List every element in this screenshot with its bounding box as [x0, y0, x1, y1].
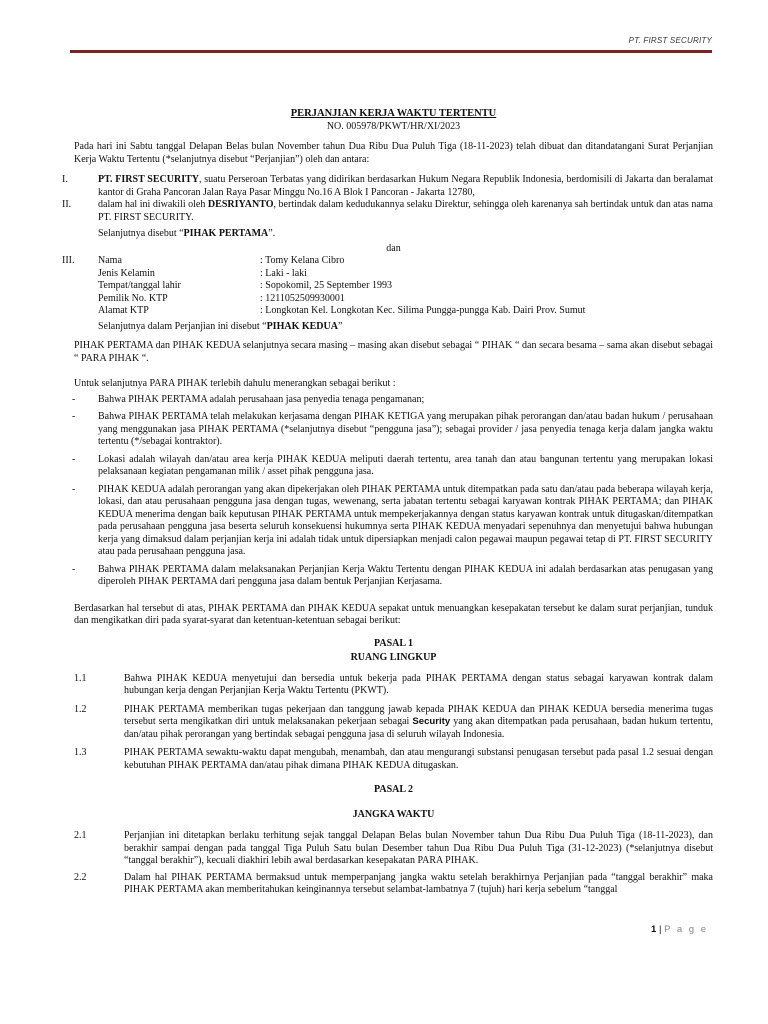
recital-text: Lokasi adalah wilayah dan/atau area kerja PIHAK KEDUA meliputi daerah tertentu, area tanah dan atau bangunan tertentu yang merupakan lokasi pelaksanaan kegiatan pengamanan milik / asset pihak pengguna jasa.	[98, 453, 713, 477]
dan-connector: dan	[386, 242, 401, 254]
identity-row	[98, 268, 713, 281]
designation-pre: Selanjutnya dalam Perjanjian ini disebut “	[98, 320, 267, 332]
recital-item	[74, 564, 713, 589]
party-two-name: DESRIYANTO	[207, 199, 274, 210]
pasal-1-subtitle: RUANG LINGKUP	[350, 652, 437, 663]
lead-paragraph: Untuk selanjutnya PARA PIHAK terlebih dahulu menerangkan sebagai berikut :	[74, 378, 396, 389]
clause-text: Dalam hal PIHAK PERTAMA bermaksud untuk memperpanjang jangka waktu setelah berakhirnya Perjanjian pada “tanggal berakhir” maka PIHAK PERTAMA akan memberitahukan keinginannya tersebut selambat-lambatnya 7 (tujuh) hari kerja sebelum “tanggal	[124, 871, 713, 895]
pasal-2-subtitle: JANGKA WAKTU	[352, 808, 435, 820]
designation-post: ”.	[268, 228, 276, 239]
footer-separator: |	[658, 924, 662, 935]
recital-text: Bahwa PIHAK PERTAMA dalam melaksanakan Perjanjian Kerja Waktu Tertentu dengan PIHAK KEDUA ini adalah berdasarkan atas penugasan yang diperoleh PIHAK PERTAMA dari pengguna jasa dalam bentuk Perjanjian Kerjasama.	[98, 563, 713, 587]
designation-pihak-pertama: PIHAK PERTAMA	[183, 228, 269, 239]
party-two-designation	[74, 228, 713, 241]
document-body	[62, 108, 713, 897]
doc-title: PERJANJIAN KERJA WAKTU TERTENTU	[290, 108, 497, 119]
page-number: 1	[651, 924, 657, 935]
doc-number: NO. 005978/PKWT/HR/XI/2023	[326, 120, 461, 132]
clause-number: 1.1	[74, 672, 87, 684]
identity-value: : Longkotan Kel. Longkotan Kec. Silima Pungga-pungga Kab. Dairi Prov. Sumut	[260, 305, 586, 316]
party-two-number: II.	[62, 199, 72, 210]
clause-number: 2.1	[74, 830, 87, 841]
recital-text: Bahwa PIHAK PERTAMA adalah perusahaan jasa penyedia tenaga pengamanan;	[98, 393, 425, 405]
dash-bullet-icon: -	[72, 393, 76, 405]
clause-item	[74, 673, 713, 698]
recital-item	[74, 484, 713, 559]
identity-value: : Sopokomil, 25 September 1993	[260, 280, 392, 291]
designation-pihak-kedua: PIHAK KEDUA	[266, 320, 338, 332]
dash-bullet-icon: -	[72, 563, 76, 575]
clause-text: PIHAK PERTAMA memberikan tugas pekerjaan dan tanggung jawab kepada PIHAK KEDUA dan PIHAK KEDUA bersedia menerima tugas tersebut serta mengikatkan diri untuk melaksanakan pekerjaan sebagai	[124, 703, 713, 727]
clause-item	[74, 830, 713, 868]
clause-text: Bahwa PIHAK KEDUA menyetujui dan bersedia untuk bekerja pada PIHAK PERTAMA dengan status sebagai karyawan kontrak dalam hubungan kerja dengan Perjanjian Kerja Waktu Tertentu (PKWT).	[124, 672, 713, 696]
intro-paragraph: Pada hari ini Sabtu tanggal Delapan Belas bulan November tahun Dua Ribu Dua Puluh Tiga (18-11-2023) telah dibuat dan ditandatangani Surat Perjanjian Kerja Waktu Tertentu (*selanjutnya disebut “Perjanjian”) oleh dan antara:	[74, 141, 713, 165]
party-two	[62, 199, 713, 224]
header-company: PT. FIRST SECURITY	[628, 36, 712, 45]
identity-label: Tempat/tanggal lahir	[98, 280, 181, 291]
party-two-text: , bertindak dalam kedudukannya selaku Direktur, sehingga oleh karenanya sah bertindak untuk dan atas nama PT. FIRST SECURITY.	[98, 199, 713, 223]
designation-pre: Selanjutnya disebut “	[98, 228, 184, 239]
page-footer	[651, 924, 708, 935]
recital-text: Bahwa PIHAK PERTAMA telah melakukan kerjasama dengan PIHAK KETIGA yang merupakan pihak perorangan dan/atau badan hukum / perusahaan yang menggunakan jasa PIHAK PERTAMA (*selanjutnya disebut “pengguna jasa”); sebagai provider / jasa penyedia tenaga kerja dalam jangka waktu tertentu (*/sebagai kontraktor).	[98, 411, 713, 447]
identity-label: Nama	[98, 255, 122, 266]
clause-item	[74, 747, 713, 772]
identity-row	[98, 293, 713, 306]
identity-row	[98, 280, 713, 293]
identity-label: Alamat KTP	[98, 305, 149, 316]
recital-item	[74, 394, 713, 407]
identity-label: Pemilik No. KTP	[98, 292, 168, 304]
clause-role-security: Security	[412, 716, 451, 727]
party-two-pre: dalam hal ini diwakili oleh	[98, 199, 208, 210]
para-pihak-paragraph: PIHAK PERTAMA dan PIHAK KEDUA selanjutnya secara masing – masing akan disebut sebagai “ PIHAK “ dan secara besama – sama akan disebut sebagai “ PARA PIHAK “.	[74, 340, 713, 364]
identity-value: : Tomy Kelana Cibro	[260, 255, 345, 266]
recital-item	[74, 411, 713, 449]
dash-bullet-icon: -	[72, 453, 76, 465]
party-one-text: , suatu Perseroan Terbatas yang didirikan berdasarkan Hukum Negara Republik Indonesia, berdomisili di Jakarta dan beralamat kantor di Graha Pancoran Jalan Raya Pasar Minggu No.16 A Blok I Pancoran - Jakarta 12780,	[98, 174, 713, 198]
party-three-number: III.	[62, 255, 75, 266]
clause-number: 2.2	[74, 871, 87, 883]
identity-value: : 1211052509930001	[260, 292, 345, 304]
party-one-name: PT. FIRST SECURITY	[98, 174, 199, 185]
pasal-1-title: PASAL 1	[374, 637, 413, 649]
pasal-2-title: PASAL 2	[374, 784, 413, 795]
identity-label: Jenis Kelamin	[98, 267, 155, 279]
party-three	[62, 255, 713, 318]
clause-item	[74, 872, 713, 897]
clause-text: PIHAK PERTAMA sewaktu-waktu dapat mengubah, menambah, dan atau mengurangi substansi penugasan tersebut pada pasal 1.2 sesuai dengan kebutuhan PIHAK PERTAMA dan/atau pihak dimana PIHAK KEDUA ditugaskan.	[124, 747, 713, 771]
identity-row	[98, 255, 713, 268]
clause-item	[74, 704, 713, 742]
party-one	[62, 174, 713, 199]
identity-value: : Laki - laki	[260, 267, 307, 279]
recital-item	[74, 454, 713, 479]
berdasarkan-paragraph: Berdasarkan hal tersebut di atas, PIHAK PERTAMA dan PIHAK KEDUA sepakat untuk menuangkan kesepakatan tersebut ke dalam surat perjanjian, tunduk dan mengikatkan diri pada syarat-syarat dan ketentuan-ketentuan sebagai berikut:	[74, 602, 713, 626]
clause-text: yang akan ditempatkan pada perusahaan, badan hukum tertentu, dan/atau pihak perorangan yang bertindak sebagai pengguna jasa di seluruh wilayah Indonesia.	[124, 716, 713, 740]
designation-post: ”	[337, 320, 343, 332]
dash-bullet-icon: -	[72, 411, 76, 422]
party-one-number: I.	[62, 174, 68, 185]
dash-bullet-icon: -	[72, 483, 76, 495]
party-three-designation	[74, 321, 713, 334]
identity-row	[98, 305, 713, 318]
clause-number: 1.2	[74, 703, 87, 715]
header-rule	[70, 50, 712, 53]
page-label: P a g e	[664, 924, 708, 935]
recital-text: PIHAK KEDUA adalah perorangan yang akan dipekerjakan oleh PIHAK PERTAMA untuk ditempatkan pada satu dan/atau pada beberapa wilayah kerja, lokasi, dan atau perusahaan pengguna jasa dengan tugas, wewenang, serta jabatan tertentu sebagai karyawan kontrak PIHAK PERTAMA; dan PIHAK KEDUA menerima dengan baik keputusan PIHAK PERTAMA untuk mempekerjakannya dengan status karyawan kontrak untuk ditugaskan/ditempatkan pada perusahaan pengguna jasa beserta seluruh konsekuensi hukumnya serta PIHAK KEDUA menyadari sepenuhnya dan menyetujui bahwa hubungan kerja yang dimaksud dalam perjanjian kerja ini adalah tidak untuk dipersiapkan menjadi calon pegawai maupun pegawai tetap di PT. FIRST SECURITY atau pada perusahaan pengguna jasa.	[98, 483, 713, 557]
clause-number: 1.3	[74, 747, 87, 758]
clause-text: Perjanjian ini ditetapkan berlaku terhitung sejak tanggal Delapan Belas bulan November tahun Dua Ribu Dua Puluh Tiga (18-11-2023), dan berakhir sampai dengan pada tanggal Tiga Puluh Satu bulan Desember tahun Dua Ribu Dua Puluh Tiga (31-12-2023) (*selanjutnya disebut “tanggal berakhir”), kecuali diakhiri lebih awal berdasarkan kesepakatan PARA PIHAK.	[124, 830, 713, 866]
